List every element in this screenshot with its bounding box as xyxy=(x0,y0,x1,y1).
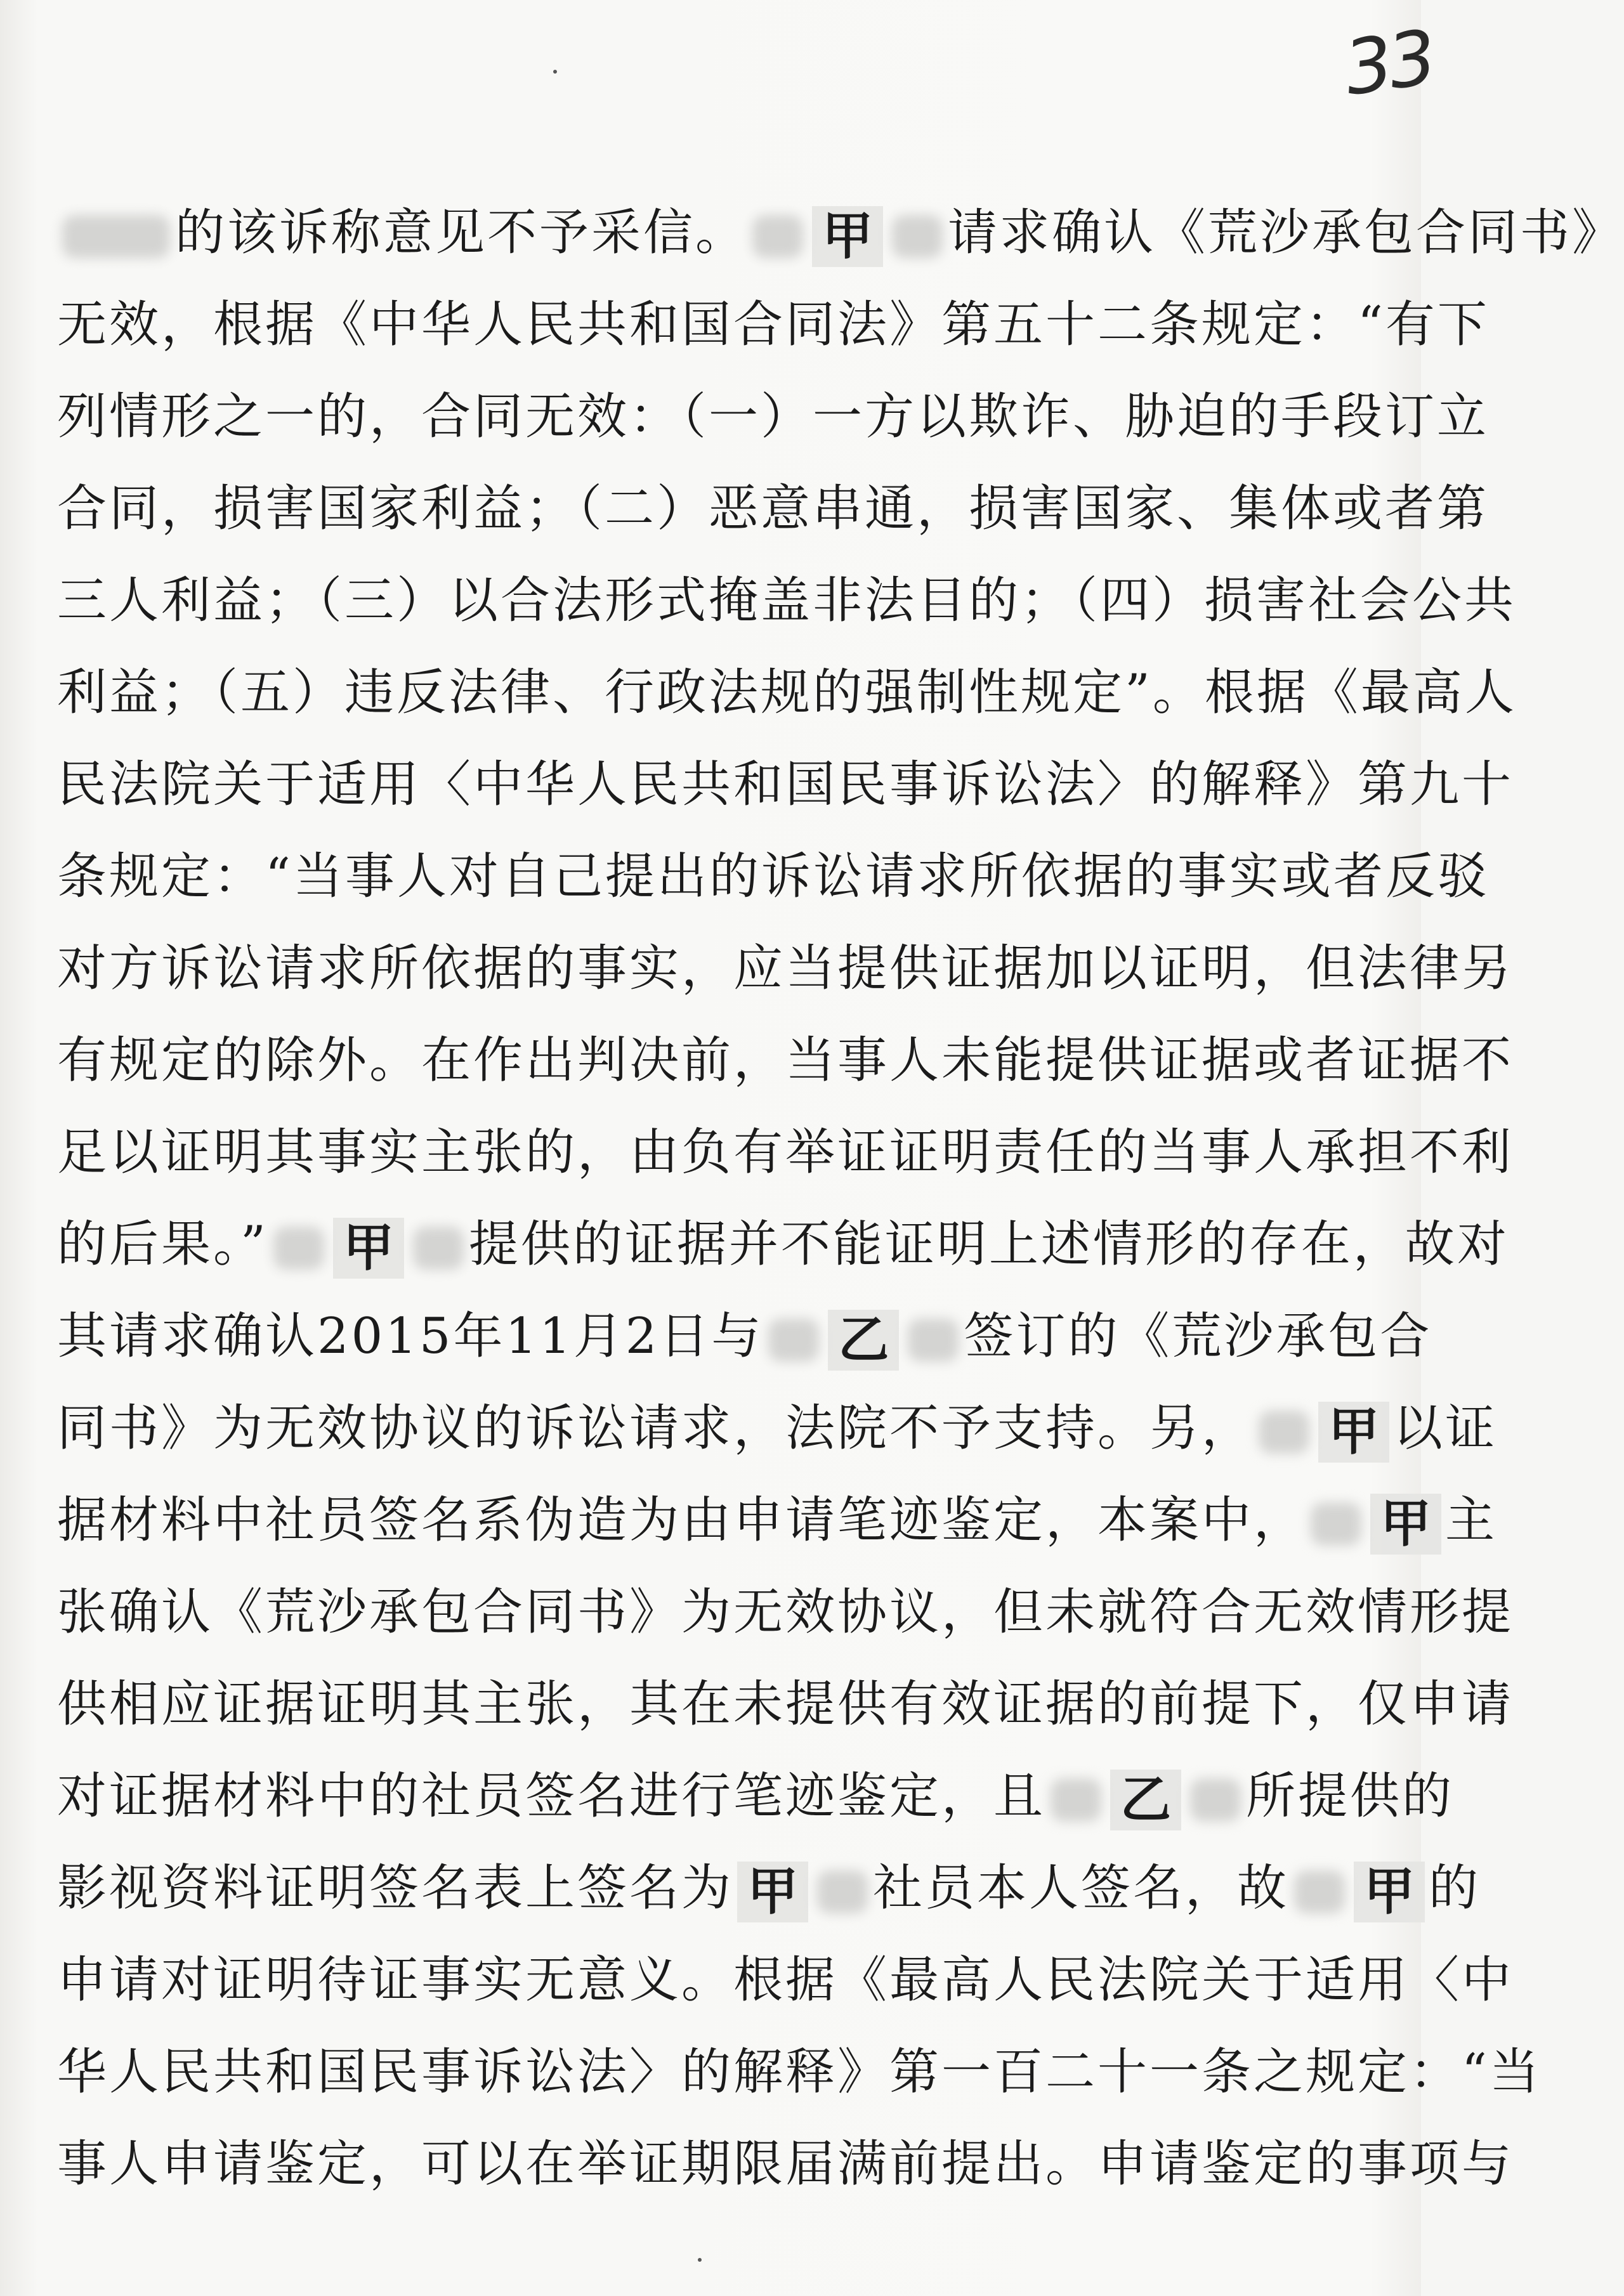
text-line: 的后果。” 甲 提供的证据并不能证明上述情形的存在，故对 xyxy=(57,1216,1509,1277)
text-line: 有规定的除外。在作出判决前，当事人未能提供证据或者证据不 xyxy=(57,1032,1514,1089)
text-line: 据材料中社员签名系伪造为由申请笔迹鉴定，本案中， 甲 主 xyxy=(57,1492,1498,1553)
redacted-name xyxy=(413,1227,464,1270)
redacted-name xyxy=(1259,1411,1309,1454)
text-line: 华人民共和国民事诉讼法〉的解释》第一百二十一条之规定：“当 xyxy=(57,2044,1542,2101)
redacted-name xyxy=(1294,1870,1345,1914)
redacted-name xyxy=(892,215,943,258)
text-line: 影视资料证明签名表上签名为 甲 社员本人签名，故 甲 的 xyxy=(57,1860,1481,1921)
handwritten-page-number: 33 xyxy=(1339,13,1439,112)
party-label-yi: 乙 xyxy=(1110,1770,1181,1830)
text-line: 足以证明其事实主张的，由负有举证证明责任的当事人承担不利 xyxy=(57,1124,1514,1181)
text-line: 民法院关于适用〈中华人民共和国民事诉讼法〉的解释》第九十 xyxy=(57,756,1514,813)
text-line: 申请对证明待证事实无意义。根据《最高人民法院关于适用〈中 xyxy=(57,1952,1514,2009)
party-label-jia: 甲 xyxy=(1354,1862,1425,1922)
redacted-name xyxy=(273,1227,324,1270)
redacted-name xyxy=(1190,1778,1241,1822)
text-line: 对证据材料中的社员签名进行笔迹鉴定，且 乙 所提供的 xyxy=(57,1768,1455,1829)
text-line: 的该诉称意见不予采信。 甲 请求确认《荒沙承包合同书》 xyxy=(57,187,1364,279)
scan-speck xyxy=(698,2258,702,2262)
redacted-name xyxy=(908,1319,959,1362)
text-line: 张确认《荒沙承包合同书》为无效协议，但未就符合无效情形提 xyxy=(57,1584,1514,1641)
party-label-jia: 甲 xyxy=(333,1218,404,1279)
text-line: 三人利益；（三）以合法形式掩盖非法目的；（四）损害社会公共 xyxy=(57,572,1517,629)
text-line: 无效，根据《中华人民共和国合同法》第五十二条规定：“有下 xyxy=(57,296,1490,353)
text-line: 对方诉讼请求所依据的事实，应当提供证据加以证明，但法律另 xyxy=(57,940,1514,997)
judgment-body-text xyxy=(57,187,1624,2210)
redacted-name xyxy=(1051,1778,1101,1822)
text-line: 条规定：“当事人对自己提出的诉讼请求所依据的事实或者反驳 xyxy=(57,848,1490,905)
text-line: 利益；（五）违反法律、行政法规的强制性规定”。根据《最高人 xyxy=(57,664,1517,721)
party-label-jia: 甲 xyxy=(737,1862,808,1922)
scan-speck xyxy=(553,70,557,74)
text-line: 列情形之一的，合同无效：（一）一方以欺诈、胁迫的手段订立 xyxy=(57,388,1490,445)
party-label-jia: 甲 xyxy=(812,206,883,267)
redacted-name xyxy=(1311,1503,1361,1546)
redacted-name xyxy=(817,1870,868,1914)
party-label-jia: 甲 xyxy=(1370,1494,1441,1555)
redacted-name xyxy=(768,1319,819,1362)
party-label-yi: 乙 xyxy=(828,1310,899,1371)
text-line: 合同，损害国家利益；（二）恶意串通，损害国家、集体或者第 xyxy=(57,480,1490,537)
redacted-name xyxy=(62,215,170,258)
text-line: 同书》为无效协议的诉讼请求，法院不予支持。另， 甲 以证 xyxy=(57,1400,1498,1461)
text-line: 其请求确认2015年11月2日与 乙 签订的《荒沙承包合 xyxy=(57,1308,1432,1369)
party-label-jia: 甲 xyxy=(1318,1402,1389,1463)
redacted-name xyxy=(752,215,803,258)
text-line: 供相应证据证明其主张，其在未提供有效证据的前提下，仅申请 xyxy=(57,1676,1514,1733)
text-line: 事人申请鉴定，可以在举证期限届满前提出。申请鉴定的事项与 xyxy=(57,2136,1514,2193)
